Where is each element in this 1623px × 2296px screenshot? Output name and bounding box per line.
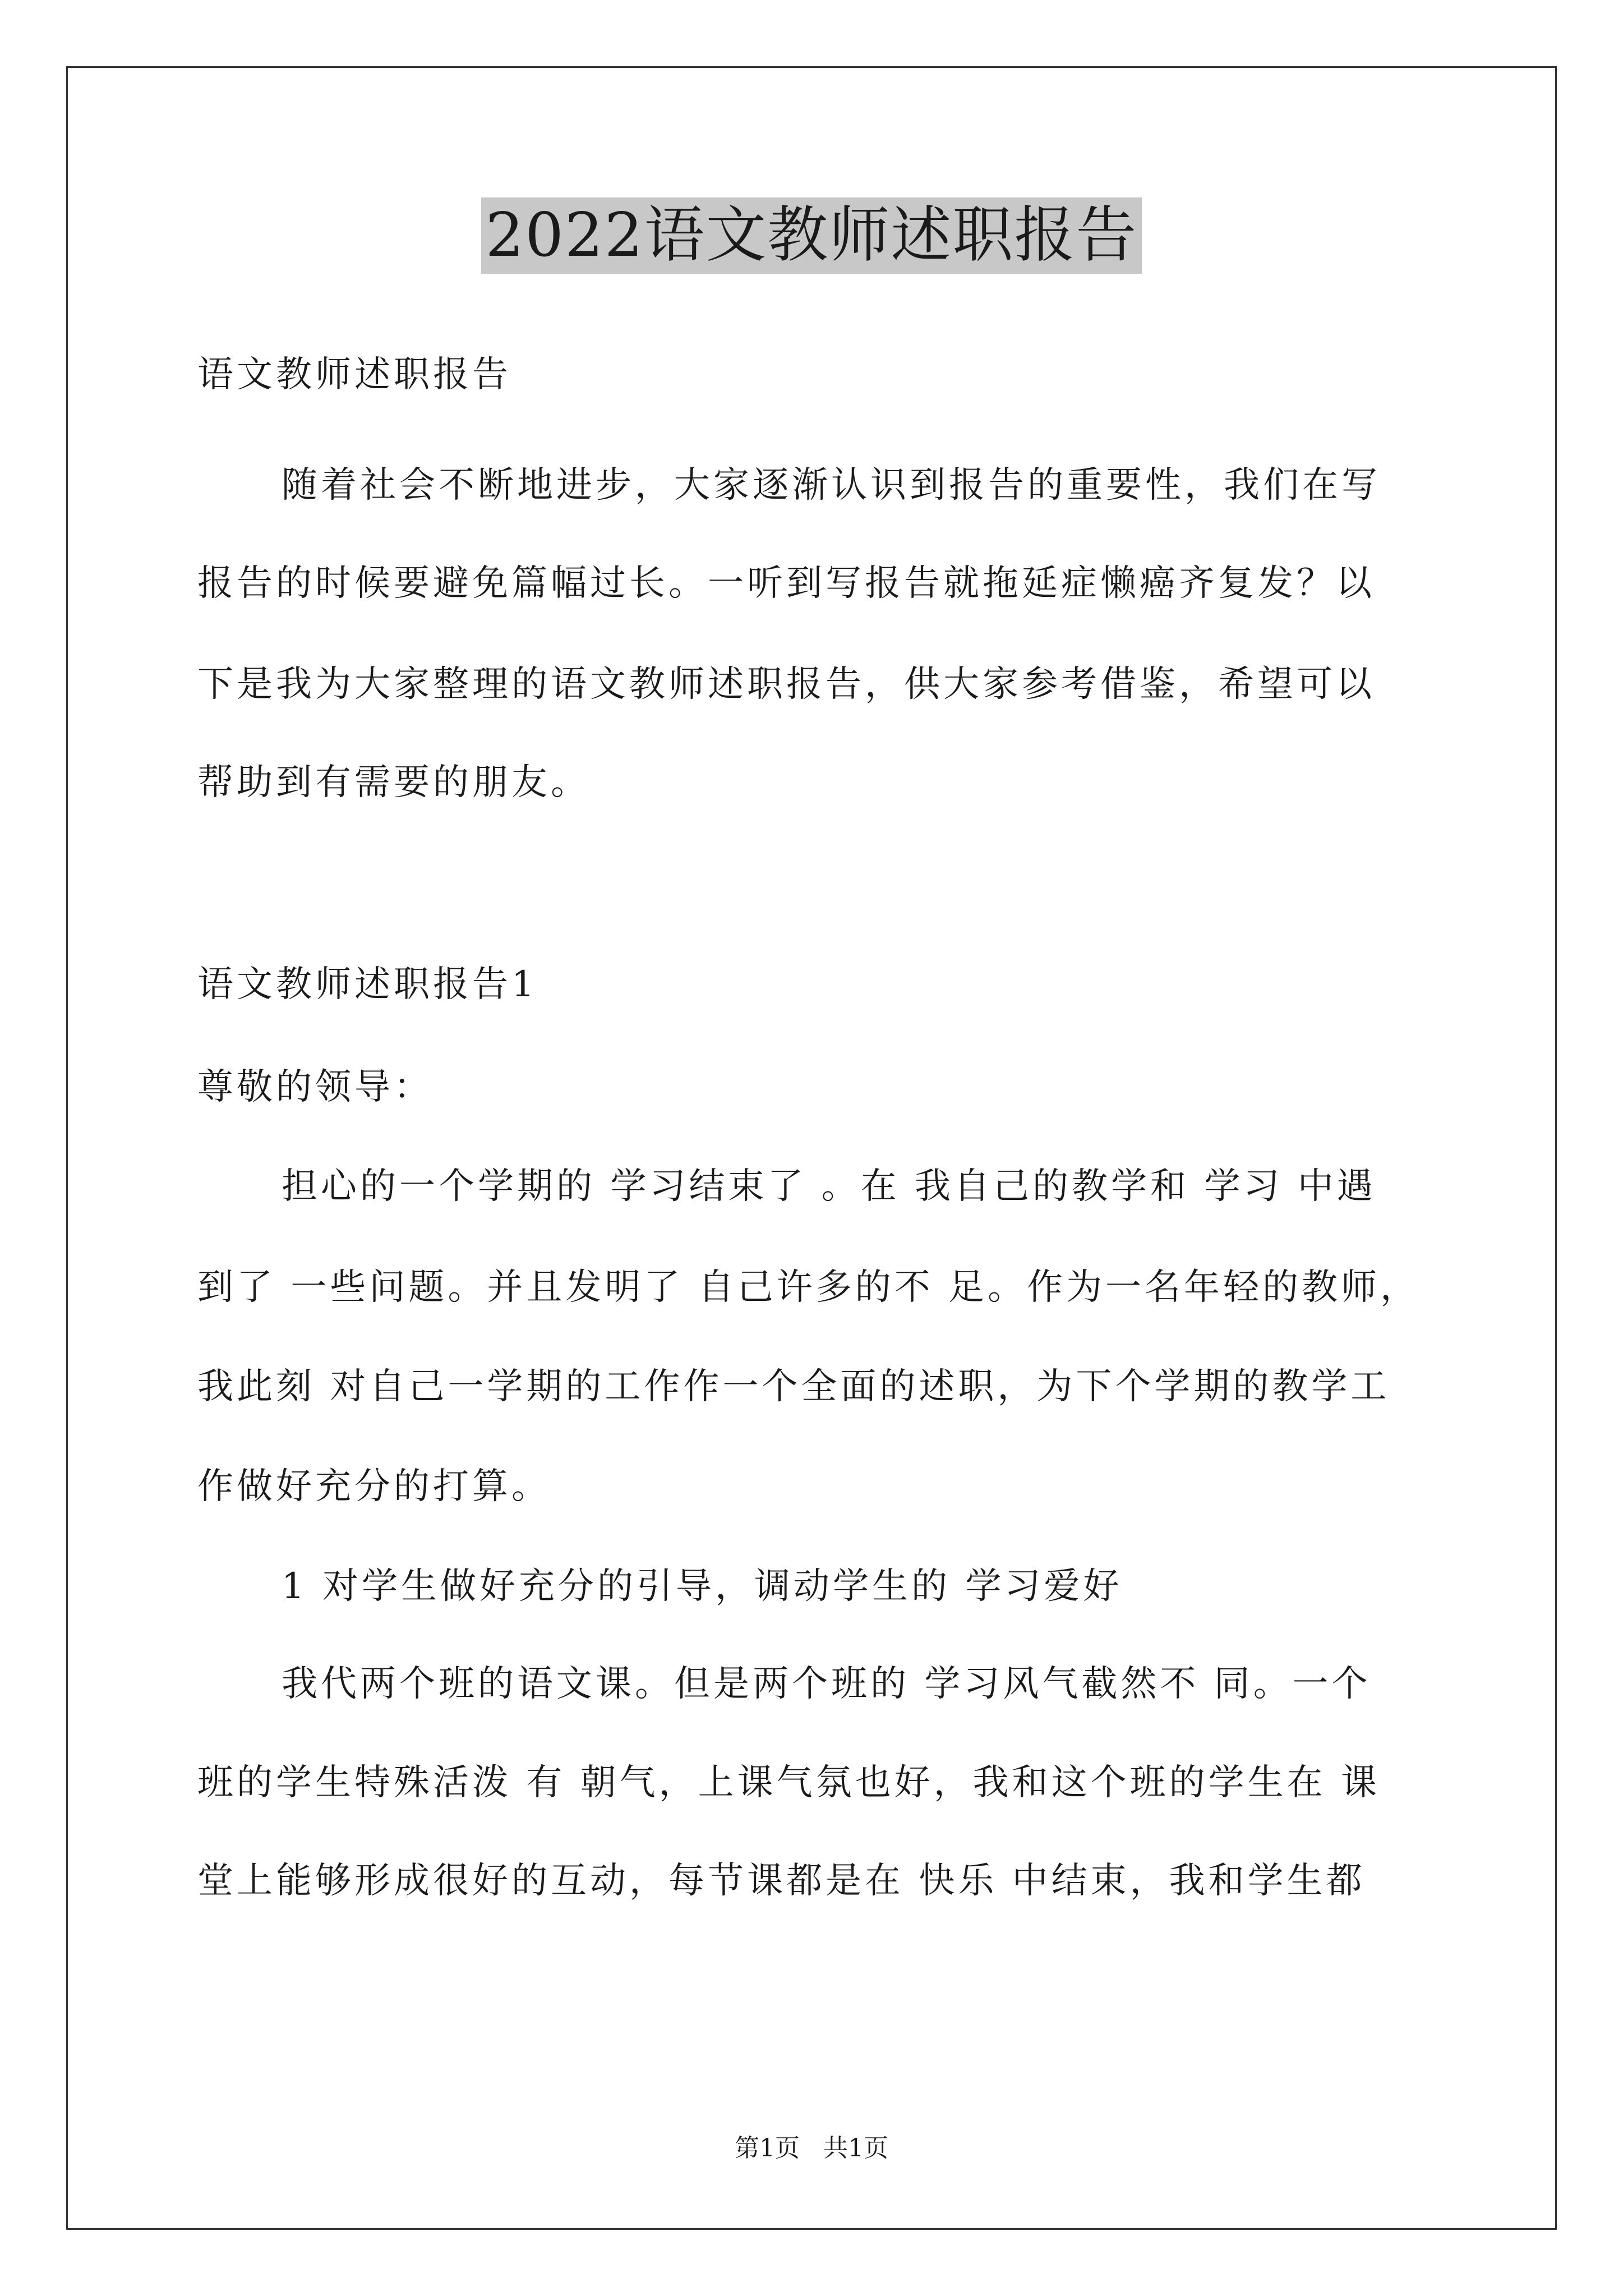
paragraph-line: 堂上能够形成很好的互动，每节课都是在 快乐 中结束，我和学生都: [197, 1860, 1366, 1902]
paragraph-line: 班的学生特殊活泼 有 朝气，上课气氛也好，我和这个班的学生在 课: [197, 1762, 1381, 1803]
paragraph-line: 报告的时候要避免篇幅过长。一听到写报告就拖延症懒癌齐复发？以: [197, 563, 1375, 604]
page-footer: 第1页 共1页: [735, 2134, 888, 2162]
paragraph-line: 作做好充分的打算。: [197, 1466, 551, 1507]
paragraph-line: 我代两个班的语文课。但是两个班的 学习风气截然不 同。一个: [282, 1663, 1371, 1705]
paragraph-line: 到了 一些问题。并且发明了 自己许多的不 足。作为一名年轻的教师，: [197, 1267, 1420, 1308]
paragraph-line: 我此刻 对自己一学期的工作作一个全面的述职，为下个学期的教学工: [197, 1366, 1390, 1407]
section-heading: 语文教师述职报告1: [197, 964, 538, 1005]
salutation: 尊敬的领导：: [197, 1066, 433, 1108]
paragraph-line: 随着社会不断地进步，大家逐渐认识到报告的重要性，我们在写: [282, 464, 1381, 506]
subtitle: 语文教师述职报告: [197, 354, 511, 395]
numbered-heading: 1 对学生做好充分的引导，调动学生的 学习爱好: [282, 1566, 1123, 1607]
paragraph-line: 帮助到有需要的朋友。: [197, 762, 590, 803]
paragraph-line: 下是我为大家整理的语文教师述职报告，供大家参考借鉴，希望可以: [197, 664, 1375, 705]
paragraph-line: 担心的一个学期的 学习结束了 。在 我自己的教学和 学习 中遇: [282, 1166, 1376, 1207]
document-title: 2022语文教师述职报告: [481, 197, 1142, 274]
title-wrap: [0, 197, 1623, 274]
